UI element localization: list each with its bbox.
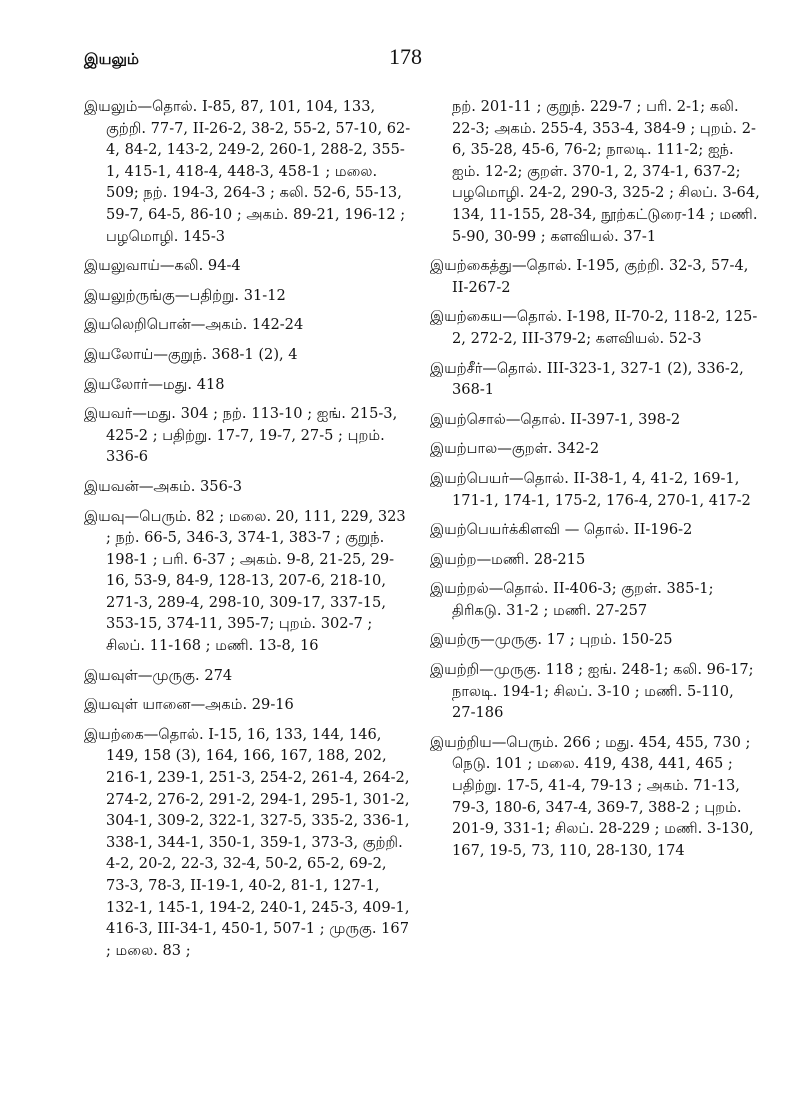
index-entry: இயற்கைத்து—தொல். I-195, குற்றி. 32-3, 57-4, II-267-2 [430, 257, 749, 296]
running-head: இயலும் [84, 50, 139, 68]
index-entry: இயவு—பெரும். 82 ; மலை. 20, 111, 229, 323 ; நற். 66-5, 346-3, 374-1, 383-7 ; குறுந். 198-1 ; பரி. 6-37 ; அகம். 9-8, 21-25, 29-16, 53-9, 84-9, 128-13, 207-6, 218-10, 271-3, 289-4, 298-10, 309-17, 337-15, 353-15, 374-11, 395-7; புறம். 302-7 ; சிலப். 11-168 ; மணி. 13-8, 16 [84, 507, 406, 655]
index-entry: இயவுள்—முருகு. 274 [84, 666, 233, 684]
index-entry: இயற்கை—தொல். I-15, 16, 133, 144, 146, 149, 158 (3), 164, 166, 167, 188, 202, 216-1, 239-1, 251-3, 254-2, 261-4, 264-2, 274-2, 276-2, 291-2, 294-1, 295-1, 301-2, 304-1, 309-2, 322-1, 327-5, 335-2, 336-1, 338-1, 344-1, 350-1, 359-1, 373-3, குற்றி. 4-2, 20-2, 22-3, 32-4, 50-2, 65-2, 69-2, 73-3, 78-3, II-19-1, 40-2, 81-1, 127-1, 132-1, 145-1, 194-2, 240-1, 245-3, 409-1, 416-3, III-34-1, 450-1, 507-1 ; முருகு. 167 ; மலை. 83 ; [84, 725, 410, 959]
index-entry: இயற்பெயர்—தொல். II-38-1, 4, 41-2, 169-1, 171-1, 174-1, 175-2, 176-4, 270-1, 417-2 [430, 469, 751, 509]
index-entry: இயலுற்ருங்கு—பதிற்று. 31-12 [84, 286, 286, 304]
index-entry: இயற்பெயர்க்கிளவி — தொல். II-196-2 [430, 521, 693, 539]
index-entry: இயற்ற—மணி. 28-215 [430, 550, 586, 568]
index-entry: இயலுவாய்—கலி. 94-4 [84, 257, 241, 275]
index-entry: இயவுள் யானை—அகம். 29-16 [84, 696, 294, 714]
index-entry: நற். 201-11 ; குறுந். 229-7 ; பரி. 2-1; கலி. 22-3; அகம். 255-4, 353-4, 384-9 ; புறம். 2-6, 35-28, 45-6, 76-2; நாலடி. 111-2; ஐந். ஐம். 12-2; குறள். 370-1, 2, 374-1, 637-2; பழமொழி. 24-2, 290-3, 325-2 ; சிலப். 3-64, 134, 11-155, 28-34, நூற்கட்டுரை-14 ; மணி. 5-90, 30-99 ; களவியல். 37-1 [452, 98, 760, 245]
index-entry: இயவன்—அகம். 356-3 [84, 477, 243, 495]
index-entry: இயற்சீர்—தொல். III-323-1, 327-1 (2), 336-2, 368-1 [430, 359, 744, 399]
left-column [84, 96, 414, 969]
index-entry: இயற்பால—குறள். 342-2 [430, 440, 600, 458]
index-entry: இயலெறிபொன்—அகம். 142-24 [84, 316, 304, 334]
index-entry: இயற்றி—முருகு. 118 ; ஐங். 248-1; கலி. 96-17; நாலடி. 194-1; சிலப். 3-10 ; மணி. 5-110, 27-186 [430, 661, 754, 722]
index-entry: இயலும்—தொல். I-85, 87, 101, 104, 133, குற்றி. 77-7, II-26-2, 38-2, 55-2, 57-10, 62-4, 84-2, 143-2, 249-2, 260-1, 288-2, 355-1, 415-1, 418-4, 448-3, 458-1 ; மலை. 509; நற். 194-3, 264-3 ; கலி. 52-6, 55-13, 59-7, 64-5, 86-10 ; அகம். 89-21, 196-12 ; பழமொழி. 145-3 [84, 98, 411, 245]
page-number: 178 [389, 44, 422, 69]
right-column [430, 96, 760, 869]
index-entry: இயற்ரு—முருகு. 17 ; புறம். 150-25 [430, 631, 673, 649]
index-entry: இயலோய்—குறுந். 368-1 (2), 4 [84, 345, 298, 363]
index-entry: இயவர்—மது. 304 ; நற். 113-10 ; ஐங். 215-3, 425-2 ; பதிற்று. 17-7, 19-7, 27-5 ; புறம். 336-6 [84, 405, 398, 466]
index-entry: இயற்றல்—தொல். II-406-3; குறள். 385-1; திரிகடு. 31-2 ; மணி. 27-257 [430, 580, 714, 619]
index-entry: இயற்கைய—தொல். I-198, II-70-2, 118-2, 125-2, 272-2, III-379-2; களவியல். 52-3 [430, 308, 758, 347]
index-entry: இயற்சொல்—தொல். II-397-1, 398-2 [430, 410, 681, 428]
index-entry: இயலோர்—மது. 418 [84, 375, 225, 393]
index-entry: இயற்றிய—பெரும். 266 ; மது. 454, 455, 730 ; நெடு. 101 ; மலை. 419, 438, 441, 465 ; பதிற்று. 17-5, 41-4, 79-13 ; அகம். 71-13, 79-3, 180-6, 347-4, 369-7, 388-2 ; புறம். 201-9, 331-1; சிலப். 28-229 ; மணி. 3-130, 167, 19-5, 73, 110, 28-130, 174 [430, 733, 754, 859]
page-header [84, 44, 716, 84]
